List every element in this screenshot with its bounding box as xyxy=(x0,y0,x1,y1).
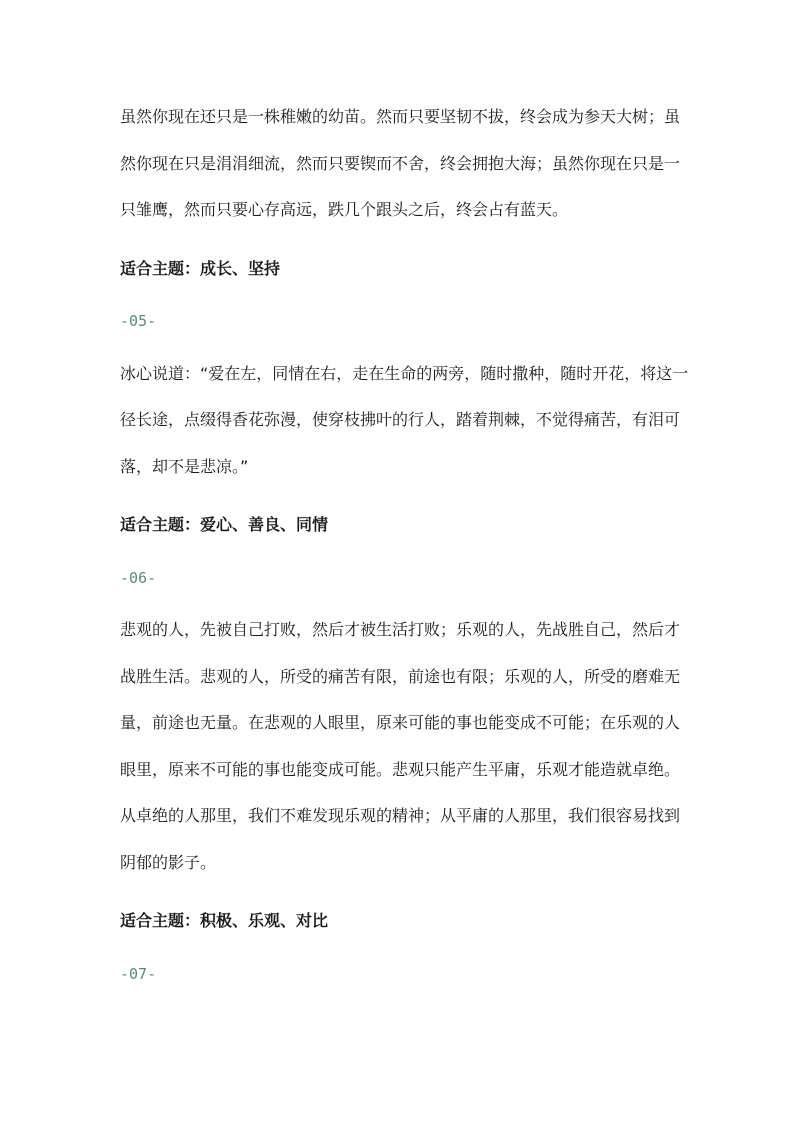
theme-heading: 适合主题：爱心、善良、同情 xyxy=(120,515,329,534)
theme-heading: 适合主题：积极、乐观、对比 xyxy=(120,911,329,930)
theme-heading: 适合主题：成长、坚持 xyxy=(120,258,281,278)
document-page xyxy=(120,94,695,1003)
section-number: -06- xyxy=(120,568,157,587)
quote-paragraph: 冰心说道：“爱在左，同情在右，走在生命的两旁，随时撒种，随时开花，将这一径长途，点缀得香花弥漫，使穿枝拂叶的行人，踏着荆棘，不觉得痛苦，有泪可落，却不是悲凉。” xyxy=(120,363,689,476)
section-number: -07- xyxy=(120,964,157,983)
section-number: -05- xyxy=(120,312,157,330)
quote-paragraph: 悲观的人，先被自己打败，然后才被生活打败；乐观的人，先战胜自己，然后才战胜生活。悲观的人，所受的痛苦有限，前途也有限；乐观的人，所受的磨难无量，前途也无量。在悲观的人眼里，原来可能的事也能变成不可能；在乐观的人眼里，原来不可能的事也能变成可能。悲观只能产生平庸，乐观才能造就卓绝。从卓绝的人那里，我们不难发现乐观的精神；从平庸的人那里，我们很容易找到阴郁的影子。 xyxy=(120,620,681,872)
quote-paragraph: 虽然你现在还只是一株稚嫩的幼苗。然而只要坚韧不拔，终会成为参天大树；虽然你现在只是涓涓细流，然而只要锲而不舍，终会拥抱大海；虽然你现在只是一只雏鹰，然而只要心存高远，跌几个跟头之后，终会占有蓝天。 xyxy=(120,107,681,219)
